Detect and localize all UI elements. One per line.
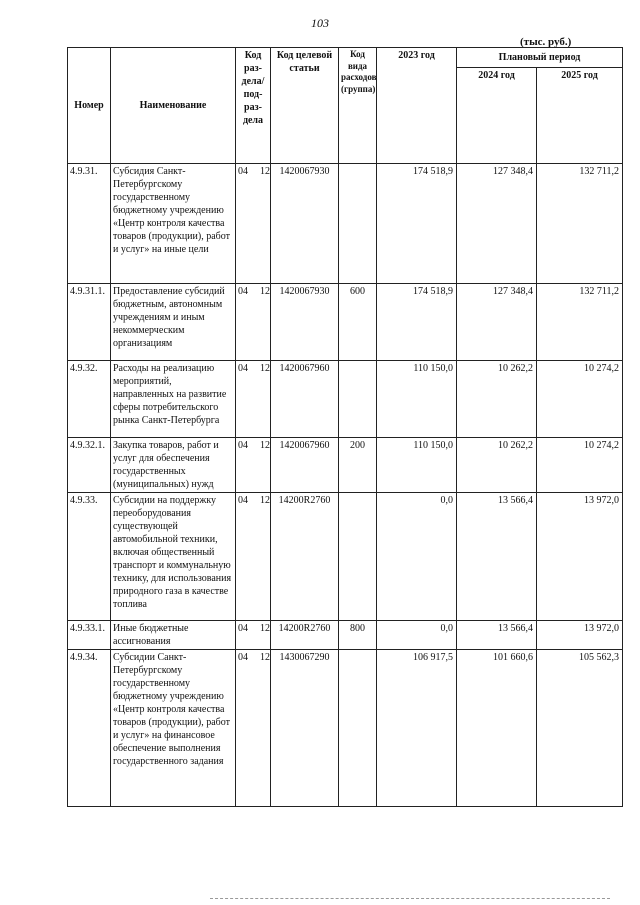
units-label: (тыс. руб.): [520, 36, 572, 48]
row-2023: 106 917,5: [377, 650, 457, 807]
table-row: [68, 361, 623, 438]
row-number: 4.9.33.1.: [68, 621, 111, 650]
row-number: 4.9.34.: [68, 650, 111, 807]
row-2023: 0,0: [377, 621, 457, 650]
header-number: Номер: [68, 48, 111, 164]
row-sec: 04: [238, 440, 248, 451]
header-section: Код раз-дела/ под-раз-дела: [236, 48, 271, 164]
row-expense: 800: [339, 621, 377, 650]
row-name: Расходы на реализацию мероприятий, направленных на развитие сферы потребительского рынка Санкт-Петербурга: [111, 361, 236, 438]
row-target: 14200R2760: [271, 621, 339, 650]
row-target: 1430067290: [271, 650, 339, 807]
table-row: [68, 438, 623, 493]
table-row: [68, 650, 623, 807]
row-2025: 105 562,3: [537, 650, 623, 807]
row-sec: 04: [238, 166, 248, 177]
row-2024: 10 262,2: [457, 361, 537, 438]
row-sec: 04: [238, 652, 248, 663]
table-row: [68, 164, 623, 284]
row-target: 14200R2760: [271, 493, 339, 621]
row-expense: [339, 650, 377, 807]
row-subsec: 12: [260, 363, 270, 374]
row-section: [236, 650, 271, 807]
row-expense: [339, 164, 377, 284]
row-number: 4.9.31.1.: [68, 284, 111, 361]
row-2025: 132 711,2: [537, 164, 623, 284]
table-row: [68, 493, 623, 621]
scan-artifact-line: [210, 898, 610, 900]
row-number: 4.9.32.: [68, 361, 111, 438]
row-number: 4.9.33.: [68, 493, 111, 621]
row-subsec: 12: [260, 440, 270, 451]
row-target: 1420067960: [271, 438, 339, 493]
row-2023: 174 518,9: [377, 164, 457, 284]
row-name: Иные бюджетные ассигнования: [111, 621, 236, 650]
row-section: [236, 493, 271, 621]
row-2024: 127 348,4: [457, 164, 537, 284]
header-2024: 2024 год: [457, 68, 537, 164]
row-section: [236, 438, 271, 493]
row-2024: 10 262,2: [457, 438, 537, 493]
row-expense: [339, 361, 377, 438]
row-2024: 13 566,4: [457, 493, 537, 621]
row-expense: 200: [339, 438, 377, 493]
row-2023: 0,0: [377, 493, 457, 621]
row-name: Субсидии Санкт-Петербургскому государственному бюджетному учреждению «Центр контроля качества товаров (продукции), работ и услуг» на финансовое обеспечение выполнения государственного задания: [111, 650, 236, 807]
page-number: 103: [311, 16, 329, 30]
row-sec: 04: [238, 495, 248, 506]
header-target: Код целевой статьи: [271, 48, 339, 164]
row-2025: 132 711,2: [537, 284, 623, 361]
row-2025: 13 972,0: [537, 493, 623, 621]
row-2025: 10 274,2: [537, 438, 623, 493]
row-section: [236, 164, 271, 284]
row-target: 1420067930: [271, 284, 339, 361]
row-2024: 13 566,4: [457, 621, 537, 650]
row-expense: [339, 493, 377, 621]
row-2023: 174 518,9: [377, 284, 457, 361]
row-2024: 127 348,4: [457, 284, 537, 361]
row-sec: 04: [238, 286, 248, 297]
row-number: 4.9.31.: [68, 164, 111, 284]
header-plan: Плановый период: [457, 48, 623, 68]
row-expense: 600: [339, 284, 377, 361]
row-name: Закупка товаров, работ и услуг для обеспечения государственных (муниципальных) нужд: [111, 438, 236, 493]
row-2024: 101 660,6: [457, 650, 537, 807]
row-sec: 04: [238, 363, 248, 374]
header-2025: 2025 год: [537, 68, 623, 164]
row-sec: 04: [238, 623, 248, 634]
row-name: Субсидии на поддержку переоборудования существующей автомобильной техники, включая общественный транспорт и коммунальную технику, для использования природного газа в качестве топлива: [111, 493, 236, 621]
header-name: Наименование: [111, 48, 236, 164]
row-subsec: 12: [260, 623, 270, 634]
header-expense: Код вида расходов (группа): [339, 48, 377, 164]
row-2025: 10 274,2: [537, 361, 623, 438]
row-target: 1420067930: [271, 164, 339, 284]
row-target: 1420067960: [271, 361, 339, 438]
table-row: [68, 621, 623, 650]
row-2023: 110 150,0: [377, 361, 457, 438]
row-2023: 110 150,0: [377, 438, 457, 493]
row-section: [236, 361, 271, 438]
row-subsec: 12: [260, 495, 270, 506]
row-subsec: 12: [260, 166, 270, 177]
row-section: [236, 284, 271, 361]
row-name: Предоставление субсидий бюджетным, автономным учреждениям и иным некоммерческим организациям: [111, 284, 236, 361]
table-row: [68, 284, 623, 361]
row-2025: 13 972,0: [537, 621, 623, 650]
row-number: 4.9.32.1.: [68, 438, 111, 493]
row-name: Субсидия Санкт-Петербургскому государственному бюджетному учреждению «Центр контроля качества товаров (продукции), работ и услуг» на иные цели: [111, 164, 236, 284]
header-2023: 2023 год: [377, 48, 457, 164]
budget-table: [67, 47, 623, 807]
row-subsec: 12: [260, 286, 270, 297]
row-subsec: 12: [260, 652, 270, 663]
row-section: [236, 621, 271, 650]
